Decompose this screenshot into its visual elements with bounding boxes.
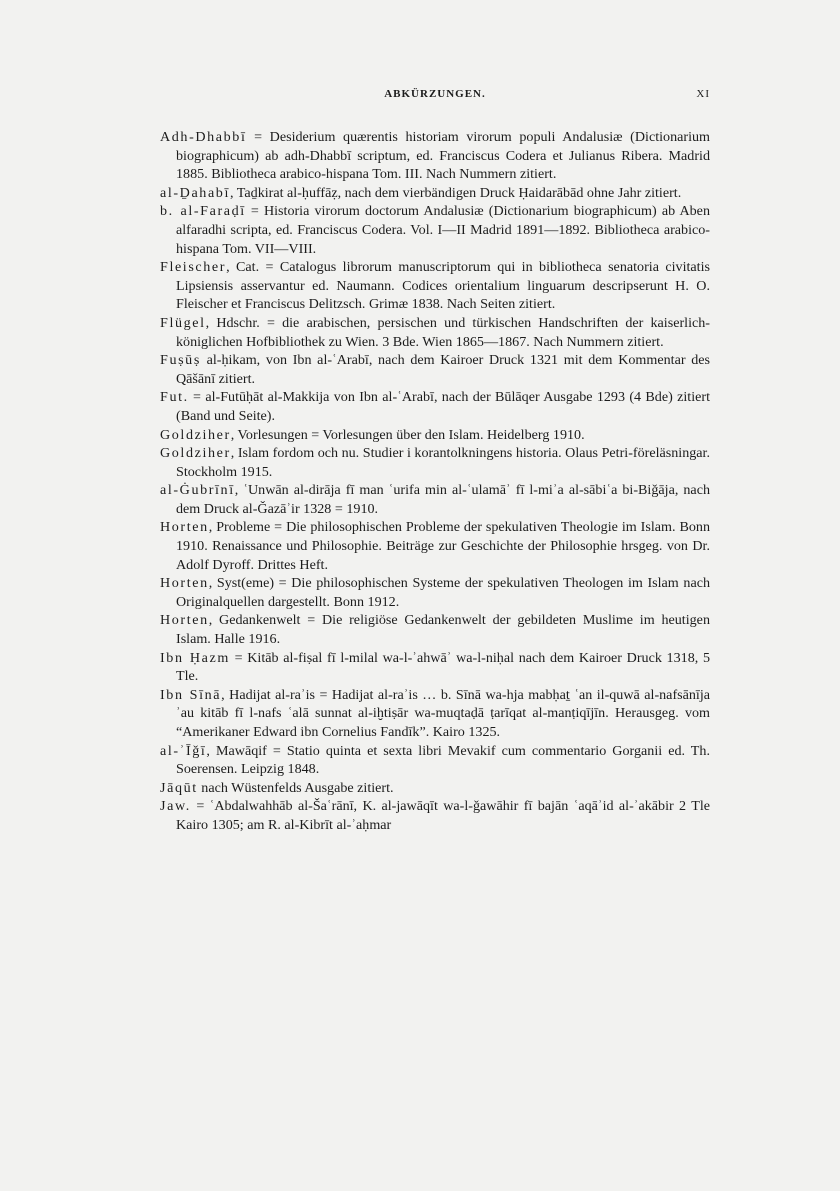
abbreviation-entry <box>160 351 710 388</box>
entry-term: Goldziher <box>160 426 231 443</box>
entry-text: = Historia virorum doctorum Andalusiæ (Dictionarium biographicum) ab Aben alfaradhi scripta, ed. Franciscus Codera. Vol. I—II Madrid 1891—1892. Bibliotheca arabico-hispana Tom. VII—VIII. <box>176 203 710 257</box>
entry-text: , Cat. = Catalogus librorum manuscriptorum qui in bibliotheca senatoria civitatis Lipsiensis asservantur ed. Naumann. Codices orientalium linguarum descripserunt H. O. Fleischer et Franciscus Delitzsch. Grimæ 1838. Nach Seiten zitiert. <box>176 259 710 313</box>
entry-text: , Probleme = Die philosophischen Probleme der spekulativen Theologie im Islam. Bonn 1910. Renaissance und Philosophie. Beiträge zur Geschichte der Philosophie hrsgeg. von Dr. Adolf Dyroff. Drittes Heft. <box>176 519 710 573</box>
abbreviation-entry <box>160 426 710 445</box>
entry-term: Ibn Ḥazm <box>160 649 230 666</box>
entry-term: Ibn Sīnā <box>160 686 222 703</box>
entry-term: Goldziher <box>160 445 231 462</box>
entry-term: al-ʾĪǧī <box>160 742 207 759</box>
entry-text: al-ḥikam, von Ibn al-ʿArabī, nach dem Kairoer Druck 1321 mit dem Kommentar des Qāšānī zitiert. <box>176 352 710 387</box>
entry-text: , Islam fordom och nu. Studier i korantolkningens historia. Olaus Petri-föreläsningar. Stockholm 1915. <box>176 445 710 480</box>
entry-term: Flügel <box>160 314 206 331</box>
abbreviation-entry <box>160 649 710 686</box>
abbreviation-entry <box>160 779 710 798</box>
abbreviation-entry <box>160 258 710 314</box>
entry-term: al-Ḏahabī <box>160 184 230 201</box>
entry-text: , Vorlesungen = Vorlesungen über den Islam. Heidelberg 1910. <box>230 426 585 443</box>
running-header <box>160 88 710 108</box>
abbreviation-entry <box>160 686 710 742</box>
abbreviation-entry <box>160 574 710 611</box>
entry-text: = ʿAbdalwahhāb al-Šaʿrānī, K. al-jawāqīt wa-l-ǧawāhir fī bajān ʿaqāʾid al-ʾakābir 2 Tle Kairo 1305; am R. al-Kibrīt al-ʾaḥmar <box>176 798 710 833</box>
abbreviation-list <box>160 128 710 835</box>
entry-text: nach Wüstenfelds Ausgabe zitiert. <box>197 779 394 796</box>
abbreviation-entry <box>160 388 710 425</box>
entry-text: = Kitāb al-fiṣal fī l-milal wa-l-ʾahwāʾ wa-l-niḥal nach dem Kairoer Druck 1318, 5 Tle. <box>176 649 710 685</box>
entry-term: Horten <box>160 519 209 536</box>
abbreviation-entry <box>160 742 710 779</box>
entry-text: , Mawāqif = Statio quinta et sexta libri Mevakif cum commentario Gorganii ed. Th. Soerensen. Leipzig 1848. <box>176 742 710 778</box>
entry-term: Horten <box>160 612 209 629</box>
entry-text: , Hadijat al-raʾis = Hadijat al-raʾis … b. Sīnā wa-hja mabḥaṯ ʿan il-quwā al-nafsānīja ʾau kitāb fī l-nafs ʿalā sunnat al-iḫtiṣār wa-muqtaḍā ṭarīqat al-manṭiqījīn. Herausgeg. vom “Amerikaner Edward ibn Cornelius Fandīk”. Kairo 1325. <box>176 686 711 740</box>
page-number: XI <box>696 88 710 100</box>
abbreviation-entry <box>160 797 710 834</box>
abbreviation-entry <box>160 444 710 481</box>
entry-text: = Desiderium quærentis historiam virorum populi Andalusiæ (Dictionarium biographicum) ab adh-Dhabbī scriptum, ed. Franciscus Codera et Julianus Ribera. Madrid 1885. Bibliotheca arabico-hispana Tom. III. Nach Nummern zitiert. <box>176 129 710 183</box>
abbreviation-entry <box>160 128 710 184</box>
entry-term: Jāqūt <box>160 779 198 796</box>
entry-term: Fut. <box>160 389 189 406</box>
entry-term: al-Ġubrīnī <box>160 482 235 499</box>
entry-term: Adh-Dhabbī <box>160 129 247 145</box>
entry-term: Fuṣūṣ <box>160 352 201 369</box>
entry-term: Horten <box>160 575 209 592</box>
entry-text: , Hdschr. = die arabischen, persischen und türkischen Handschriften der kaiserlich-königlichen Hofbibliothek zu Wien. 3 Bde. Wien 1865—1867. Nach Nummern zitiert. <box>176 314 710 350</box>
entry-text: , ʿUnwān al-dirāja fī man ʿurifa min al-ʿulamāʾ fī l-miʾa al-sābiʿa bi-Biǧāja, nach dem Druck al-Ǧazāʾir 1328 = 1910. <box>176 482 710 517</box>
abbreviation-entry <box>160 518 710 574</box>
entry-text: = al-Futūḥāt al-Makkija von Ibn al-ʿArabī, nach der Būlāqer Ausgabe 1293 (4 Bde) zitiert (Band und Seite). <box>176 389 710 424</box>
abbreviation-entry <box>160 314 710 351</box>
abbreviation-entry <box>160 611 710 648</box>
entry-term: Jaw. <box>160 798 191 815</box>
entry-text: , Taḏkirat al-ḥuffāẓ, nach dem vierbändigen Druck Ḥaidarābād ohne Jahr zitiert. <box>229 184 682 201</box>
entry-term: b. al-Faraḍī <box>160 203 246 220</box>
abbreviation-entry <box>160 184 710 203</box>
entry-text: , Gedankenwelt = Die religiöse Gedankenwelt der gebildeten Muslime im heutigen Islam. Halle 1916. <box>176 612 710 648</box>
abbreviation-entry <box>160 202 710 258</box>
header-title: ABKÜRZUNGEN. <box>384 88 486 100</box>
entry-text: , Syst(eme) = Die philosophischen Systeme der spekulativen Theologen im Islam nach Originalquellen dargestellt. Bonn 1912. <box>176 575 710 610</box>
entry-term: Fleischer <box>160 259 227 276</box>
abbreviation-entry <box>160 481 710 518</box>
